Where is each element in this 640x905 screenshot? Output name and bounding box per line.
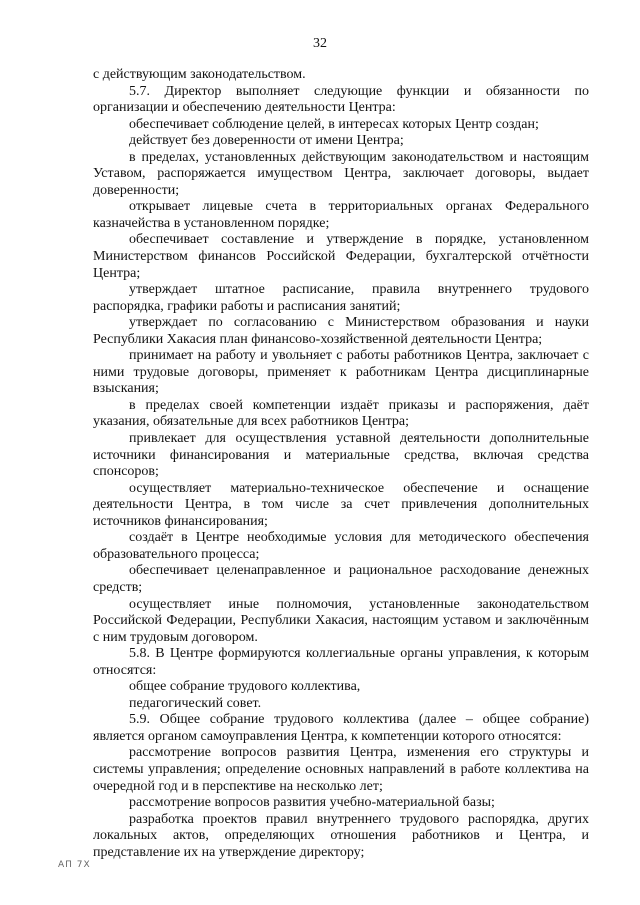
list-item: в пределах своей компетенции издаёт приказы и распоряжения, даёт указания, обязательные для всех работников Центра; — [93, 397, 589, 430]
page-number: 32 — [313, 36, 327, 51]
section-5-8-heading: 5.8. В Центре формируются коллегиальные органы управления, к которым относятся: — [93, 646, 589, 678]
list-item: действует без доверенности от имени Центра; — [129, 133, 404, 149]
list-item: привлекает для осуществления уставной деятельности дополнительные источники финансирования и материальные средства, включая средства спонсоров; — [93, 431, 589, 480]
list-item: обеспечивает соблюдение целей, в интересах которых Центр создан; — [129, 116, 539, 132]
list-item: рассмотрение вопросов развития Центра, изменения его структуры и системы управления; определение основных направлений в работе коллектива на очередной год и в перспективе на несколько лет; — [93, 745, 589, 794]
footer-mark: АП 7Х — [58, 860, 91, 870]
section-5-7-heading: 5.7. Директор выполняет следующие функции и обязанности по организации и обеспечению деятельности Центра: — [93, 83, 589, 116]
list-item: утверждает по согласованию с Министерством образования и науки Республики Хакасия план финансово-хозяйственной деятельности Центра; — [93, 315, 589, 347]
list-item: утверждает штатное расписание, правила внутреннего трудового распорядка, графики работы и расписания занятий; — [93, 282, 589, 314]
list-item: обеспечивает целенаправленное и рациональное расходование денежных средств; — [93, 563, 589, 595]
list-item: принимает на работу и увольняет с работы работников Центра, заключает с ними трудовые договоры, применяет к работникам Центра дисциплинарные взыскания; — [93, 348, 589, 397]
section-5-9-heading: 5.9. Общее собрание трудового коллектива (далее – общее собрание) является органом самоуправления Центра, к компетенции которого относятся: — [93, 712, 589, 744]
list-item: обеспечивает составление и утверждение в порядке, установленном Министерством финансов Российской Федерации, бухгалтерской отчётности Центра; — [93, 232, 589, 281]
list-item: разработка проектов правил внутреннего трудового распорядка, других локальных актов, определяющих отношения работников и Центра, и представление их на утверждение директору; — [93, 811, 589, 860]
list-item: педагогический совет. — [129, 695, 262, 711]
list-item: создаёт в Центре необходимые условия для методического обеспечения образовательного процесса; — [93, 530, 589, 562]
document-body — [93, 67, 589, 861]
list-item: общее собрание трудового коллектива, — [129, 679, 361, 695]
list-item: рассмотрение вопросов развития учебно-материальной базы; — [129, 795, 495, 811]
paragraph: с действующим законодательством. — [93, 67, 306, 82]
list-item: осуществляет материально-техническое обеспечение и оснащение деятельности Центра, в том числе за счет привлечения дополнительных источников финансирования; — [93, 480, 589, 529]
list-item: в пределах, установленных действующим законодательством и настоящим Уставом, распоряжается имуществом Центра, заключает договоры, выдает доверенности; — [93, 149, 589, 198]
list-item: открывает лицевые счета в территориальных органах Федерального казначейства в установленном порядке; — [93, 199, 589, 231]
list-item: осуществляет иные полномочия, установленные законодательством Российской Федерации, Республики Хакасия, настоящим уставом и заключённым с ним трудовым договором. — [93, 596, 589, 645]
